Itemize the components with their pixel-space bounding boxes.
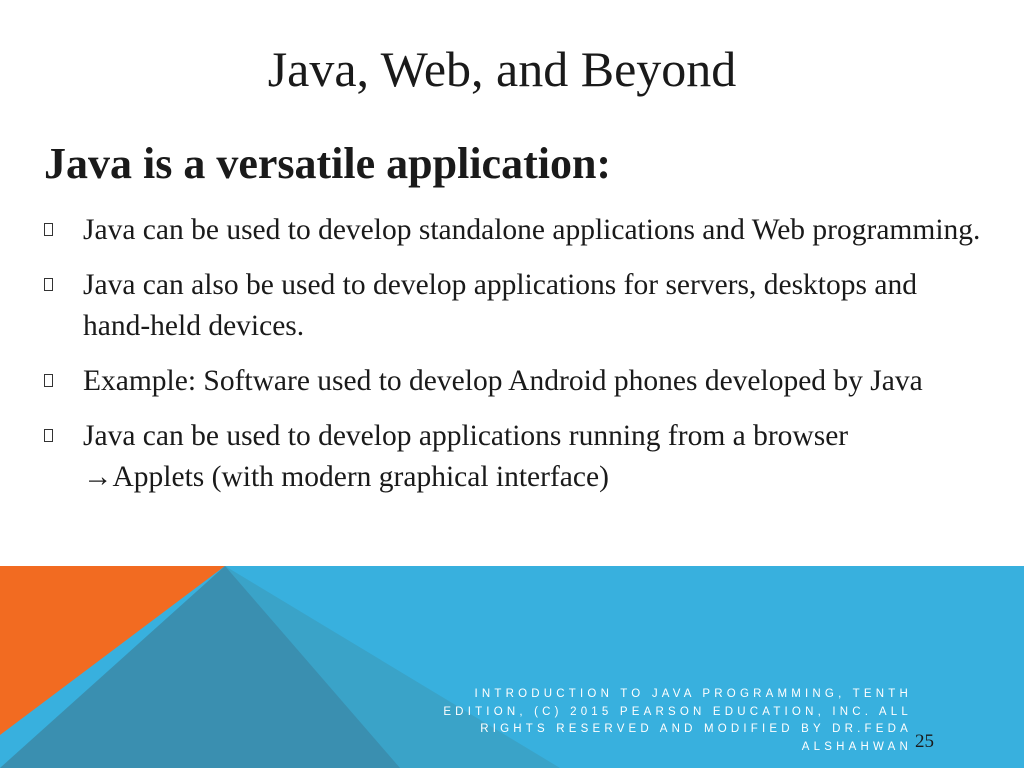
right-arrow-icon: → (83, 461, 113, 493)
square-bullet-icon (44, 429, 53, 442)
square-bullet-icon (44, 374, 53, 387)
bullet-item (44, 361, 984, 402)
page-number: 25 (915, 731, 934, 752)
slide-title: Java, Web, and Beyond (267, 41, 737, 97)
bullet-list (44, 210, 984, 512)
bullet-text: Java can also be used to develop applications for servers, desktops and hand-held devices. (83, 269, 917, 342)
square-bullet-icon (44, 223, 53, 236)
bullet-item (44, 210, 984, 251)
slide-subheading: Java is a versatile application: (44, 139, 612, 188)
square-bullet-icon (44, 278, 53, 291)
bullet-text: Java can be used to develop standalone applications and Web programming. (83, 214, 981, 246)
bullet-text: Java can be used to develop applications running from a browser (83, 420, 849, 452)
bullet-item (44, 416, 984, 498)
bullet-item (44, 265, 984, 347)
bullet-text-continued: Applets (with modern graphical interface) (112, 461, 609, 493)
bullet-text: Example: Software used to develop Android phones developed by Java (83, 365, 923, 397)
footer-copyright: INTRODUCTION TO JAVA PROGRAMMING, TENTH EDITION, (C) 2015 PEARSON EDUCATION, INC. ALL RIGHTS RESERVED AND MODIFIED BY DR.FEDA ALSHAHWAN (443, 688, 912, 753)
